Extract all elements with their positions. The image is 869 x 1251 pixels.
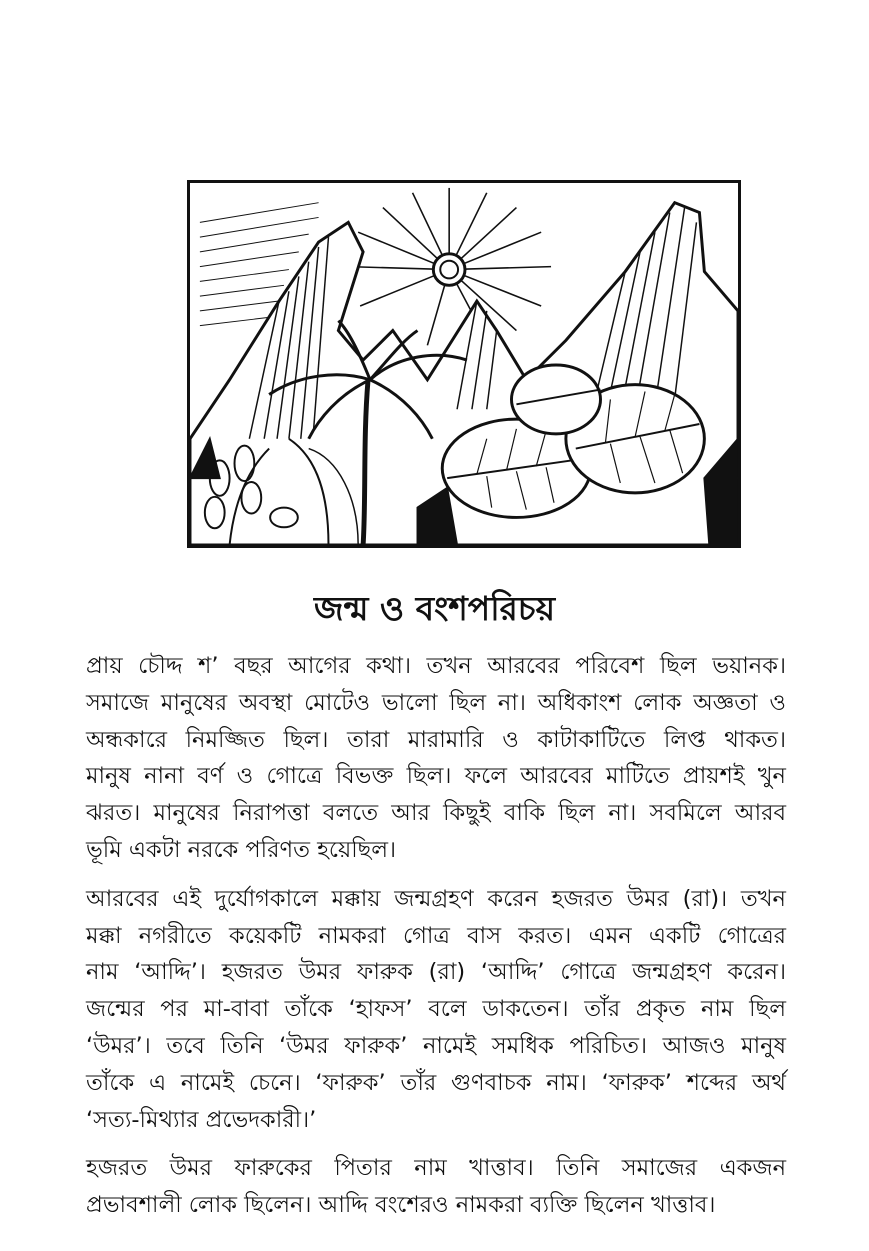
text-line: ঝরত। মানুষের নিরাপত্তা বলতে আর কিছুই বাকি ছিল না। সবমিলে আরব: [86, 800, 786, 827]
text-line: প্রায় চৌদ্দ শ’ বছর আগের কথা। তখন আরবের পরিবেশ ছিল ভয়ানক।: [86, 653, 786, 679]
text-line: ‘সত্য-মিথ্যার প্রভেদকারী।’: [86, 1106, 317, 1133]
text-line: ভূমি একটা নরকে পরিণত হয়েছিল।: [86, 836, 397, 863]
text-line: অন্ধকারে নিমজ্জিত ছিল। তারা মারামারি ও কাটাকাটিতে লিপ্ত থাকত।: [86, 726, 786, 753]
paragraph: [86, 881, 786, 1139]
paragraph: [86, 1150, 786, 1224]
text-line: আরবের এই দুর্যোগকালে মক্কায় জন্মগ্রহণ করেন হজরত উমর (রা)। তখন: [86, 885, 786, 912]
text-line: নাম ‘আদ্দি’। হজরত উমর ফারুক (রা) ‘আদ্দি’ গোত্রে জন্মগ্রহণ করেন।: [86, 959, 786, 986]
mountain-sun-landscape-icon: [190, 183, 738, 545]
text-line: হজরত উমর ফারুকের পিতার নাম খাত্তাব। তিনি সমাজের একজন: [86, 1155, 786, 1182]
text-line: মক্কা নগরীতে কয়েকটি নামকরা গোত্র বাস করত। এমন একটি গোত্রের: [86, 922, 786, 949]
text-line: তাঁকে এ নামেই চেনে। ‘ফারুক’ তাঁর গুণবাচক নাম। ‘ফারুক’ শব্দের অর্থ: [86, 1069, 786, 1096]
chapter-title: জন্ম ও বংশপরিচয়: [313, 589, 556, 628]
text-line: সমাজে মানুষের অবস্থা মোটেও ভালো ছিল না। অধিকাংশ লোক অজ্ঞতা ও: [86, 689, 786, 716]
text-line: প্রভাবশালী লোক ছিলেন। আদ্দি বংশেরও নামকরা ব্যক্তি ছিলেন খাত্তাব।: [86, 1192, 716, 1219]
paragraph: [86, 648, 786, 869]
text-line: ‘উমর’। তবে তিনি ‘উমর ফারুক’ নামেই সমধিক পরিচিত। আজও মানুষ: [86, 1032, 786, 1059]
chapter-body: [86, 648, 786, 1236]
chapter-illustration: [187, 180, 741, 548]
text-line: জন্মের পর মা-বাবা তাঁকে ‘হাফস’ বলে ডাকতেন। তাঁর প্রকৃত নাম ছিল: [86, 996, 786, 1023]
text-line: মানুষ নানা বর্ণ ও গোত্রে বিভক্ত ছিল। ফলে আরবের মাটিতে প্রায়শই খুন: [86, 763, 786, 790]
